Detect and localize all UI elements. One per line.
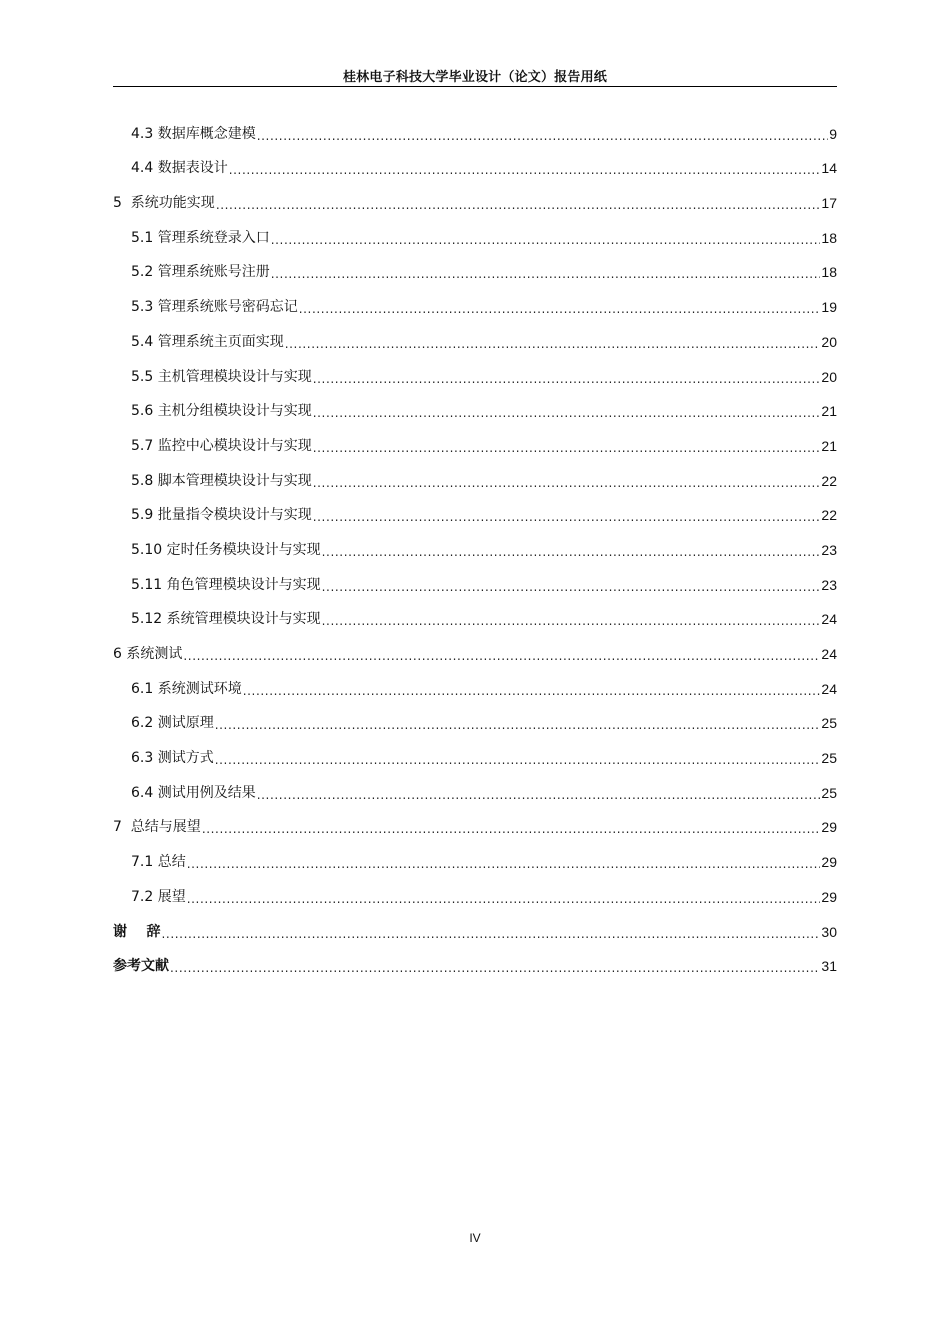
- header-rule: [113, 86, 837, 87]
- toc-entry-page-number: 20: [821, 368, 837, 385]
- toc-entry-title: 5.3 管理系统账号密码忘记: [131, 299, 298, 316]
- toc-dot-leader: [313, 476, 821, 490]
- toc-dot-leader: [187, 892, 821, 906]
- toc-entry[interactable]: [113, 425, 837, 460]
- toc-entry-page-number: 9: [829, 125, 837, 142]
- toc-entry[interactable]: [113, 148, 837, 183]
- toc-entry-title: 6 系统测试: [113, 646, 183, 662]
- toc-dot-leader: [322, 580, 821, 594]
- toc-entry[interactable]: [113, 252, 837, 287]
- toc-entry-title: 5.6 主机分组模块设计与实现: [131, 403, 312, 420]
- toc-entry-title: 7.1 总结: [131, 854, 186, 871]
- toc-entry-page-number: 24: [821, 680, 837, 697]
- toc-entry-title: 5.11 角色管理模块设计与实现: [131, 576, 321, 593]
- toc-entry-title: 5.12 系统管理模块设计与实现: [131, 611, 321, 628]
- toc-entry-title: 5.4 管理系统主页面实现: [131, 333, 284, 350]
- toc-entry-title: 7 总结与展望: [113, 819, 201, 836]
- toc-entry-title: 4.3 数据库概念建模: [131, 125, 256, 142]
- toc-entry-title: 5.8 脚本管理模块设计与实现: [131, 472, 312, 489]
- toc-entry-page-number: 31: [821, 958, 837, 975]
- toc-entry[interactable]: [113, 529, 837, 564]
- toc-entry-title: 谢 辞: [113, 923, 161, 940]
- toc-entry[interactable]: [113, 182, 837, 217]
- toc-entry-title: 6.3 测试方式: [131, 750, 214, 767]
- table-of-contents: [113, 113, 837, 980]
- toc-entry-page-number: 21: [821, 403, 837, 420]
- toc-entry-page-number: 29: [821, 888, 837, 905]
- toc-entry[interactable]: [113, 876, 837, 911]
- toc-entry-title: 5.1 管理系统登录入口: [131, 229, 270, 246]
- toc-entry[interactable]: [113, 911, 837, 946]
- toc-entry-page-number: 17: [821, 195, 837, 212]
- toc-entry-page-number: 25: [821, 715, 837, 732]
- toc-entry-title: 参考文献: [113, 958, 169, 975]
- toc-entry-title: 6.2 测试原理: [131, 715, 214, 732]
- toc-entry[interactable]: [113, 113, 837, 148]
- toc-entry-title: 4.4 数据表设计: [131, 160, 228, 177]
- toc-entry[interactable]: [113, 841, 837, 876]
- toc-dot-leader: [313, 441, 821, 455]
- toc-entry-page-number: 29: [821, 854, 837, 871]
- page-number: IV: [469, 1231, 481, 1245]
- toc-dot-leader: [215, 753, 821, 767]
- toc-dot-leader: [285, 337, 821, 351]
- toc-entry[interactable]: [113, 599, 837, 634]
- toc-dot-leader: [183, 649, 820, 663]
- toc-dot-leader: [170, 961, 820, 975]
- toc-entry[interactable]: [113, 633, 837, 668]
- toc-entry-title: 7.2 展望: [131, 888, 186, 905]
- toc-entry-title: 5.7 监控中心模块设计与实现: [131, 437, 312, 454]
- toc-dot-leader: [299, 302, 821, 316]
- toc-dot-leader: [243, 684, 821, 698]
- toc-entry-page-number: 22: [821, 507, 837, 524]
- toc-entry-page-number: 14: [821, 160, 837, 177]
- toc-entry[interactable]: [113, 946, 837, 981]
- toc-entry-page-number: 18: [821, 229, 837, 246]
- toc-entry-title: 5.9 批量指令模块设计与实现: [131, 507, 312, 524]
- toc-entry-page-number: 22: [821, 472, 837, 489]
- toc-entry[interactable]: [113, 703, 837, 738]
- toc-entry[interactable]: [113, 391, 837, 426]
- toc-entry[interactable]: [113, 668, 837, 703]
- toc-dot-leader: [257, 788, 821, 802]
- toc-entry[interactable]: [113, 737, 837, 772]
- toc-dot-leader: [202, 822, 821, 836]
- toc-entry-title: 6.4 测试用例及结果: [131, 784, 256, 801]
- toc-dot-leader: [216, 198, 821, 212]
- toc-entry-page-number: 23: [821, 541, 837, 558]
- toc-dot-leader: [187, 857, 821, 871]
- toc-entry-title: 6.1 系统测试环境: [131, 680, 242, 697]
- page-header-title: 桂林电子科技大学毕业设计（论文）报告用纸: [342, 70, 607, 85]
- toc-entry[interactable]: [113, 460, 837, 495]
- toc-dot-leader: [229, 163, 821, 177]
- toc-dot-leader: [215, 718, 821, 732]
- toc-dot-leader: [322, 614, 821, 628]
- toc-entry-title: 5.10 定时任务模块设计与实现: [131, 541, 321, 558]
- toc-dot-leader: [322, 545, 821, 559]
- toc-entry[interactable]: [113, 495, 837, 530]
- toc-entry-page-number: 18: [821, 264, 837, 281]
- toc-entry-page-number: 23: [821, 576, 837, 593]
- toc-dot-leader: [271, 267, 821, 281]
- toc-entry-title: 5 系统功能实现: [113, 195, 215, 212]
- toc-entry[interactable]: [113, 807, 837, 842]
- toc-dot-leader: [313, 372, 821, 386]
- toc-entry-page-number: 21: [821, 437, 837, 454]
- toc-entry-page-number: 25: [821, 784, 837, 801]
- toc-entry[interactable]: [113, 356, 837, 391]
- toc-entry-page-number: 24: [821, 646, 837, 662]
- toc-dot-leader: [313, 406, 821, 420]
- toc-entry-page-number: 25: [821, 750, 837, 767]
- toc-entry[interactable]: [113, 564, 837, 599]
- toc-dot-leader: [257, 129, 828, 143]
- toc-entry[interactable]: [113, 772, 837, 807]
- toc-dot-leader: [162, 927, 821, 941]
- toc-entry[interactable]: [113, 217, 837, 252]
- toc-entry[interactable]: [113, 286, 837, 321]
- toc-dot-leader: [313, 510, 821, 524]
- toc-entry-title: 5.5 主机管理模块设计与实现: [131, 368, 312, 385]
- toc-entry-page-number: 29: [821, 819, 837, 836]
- toc-entry-page-number: 19: [821, 299, 837, 316]
- toc-entry-page-number: 30: [821, 923, 837, 940]
- toc-entry-page-number: 20: [821, 333, 837, 350]
- toc-entry-page-number: 24: [821, 611, 837, 628]
- toc-dot-leader: [271, 233, 821, 247]
- toc-entry[interactable]: [113, 321, 837, 356]
- toc-entry-title: 5.2 管理系统账号注册: [131, 264, 270, 281]
